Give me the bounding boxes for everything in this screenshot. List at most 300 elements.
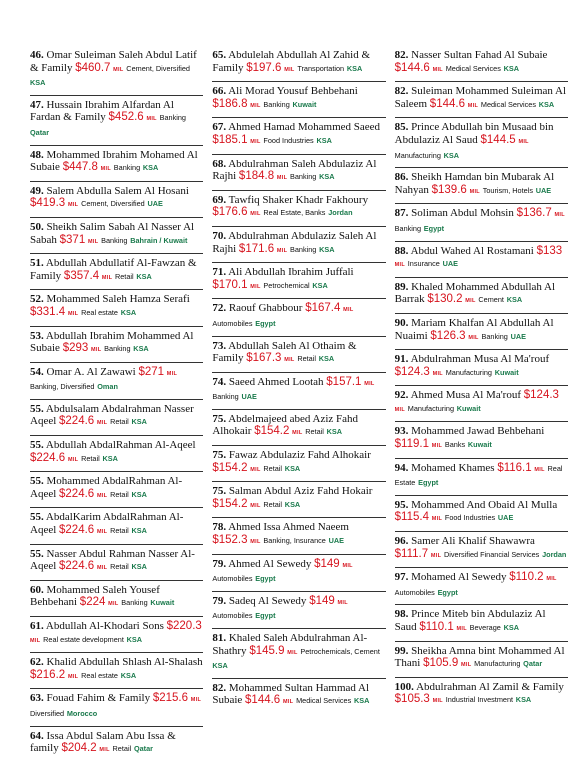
list-item bbox=[395, 605, 568, 641]
entry-rank: 86. bbox=[394, 171, 409, 184]
entry-unit: MIL bbox=[67, 456, 79, 463]
entry-unit: MIL bbox=[554, 212, 565, 219]
entry-sector: Real estate development bbox=[43, 634, 124, 644]
entry-sector: Diversified Financial Services bbox=[444, 549, 540, 559]
entry-amount: $215.6 bbox=[152, 692, 189, 705]
entry-amount: $186.8 bbox=[212, 97, 248, 110]
entry-sector: Retail bbox=[305, 427, 324, 437]
entry-name: Ahmed Issa Ahmed Naeem bbox=[228, 521, 349, 534]
entry-name: Mariam Khalfan Al Abdullah Al Nuaimi bbox=[394, 316, 554, 342]
entry-country: Kuwait bbox=[494, 367, 519, 377]
entry-name: Fawaz Abdulaziz Fahd Alhokair bbox=[228, 449, 371, 462]
entry-sector: Manufacturing bbox=[394, 150, 441, 160]
entry-country: UAE bbox=[510, 331, 526, 341]
entry-unit: MIL bbox=[456, 626, 467, 632]
entry-country: Egypt bbox=[437, 587, 458, 597]
entry-amount: $144.5 bbox=[480, 133, 516, 146]
entry-country: KSA bbox=[102, 453, 118, 463]
entry-unit: MIL bbox=[276, 175, 288, 182]
list-item bbox=[30, 254, 203, 290]
entry-amount: $111.7 bbox=[394, 547, 429, 560]
entry-sector: Banking bbox=[113, 163, 141, 173]
list-item bbox=[395, 168, 568, 204]
entry-country: Kuwait bbox=[292, 99, 317, 109]
list-item bbox=[395, 496, 568, 532]
entry-name: Prince Miteb bin Abdulaziz Al Saud bbox=[394, 608, 546, 633]
list-item bbox=[30, 472, 203, 508]
entry-rank: 48. bbox=[30, 148, 44, 161]
entry-name: Salem Abdulla Salem Al Hosani bbox=[46, 184, 189, 197]
entry-rank: 74. bbox=[212, 375, 227, 388]
list-item bbox=[30, 96, 203, 146]
list-item bbox=[30, 727, 203, 762]
entry-rank: 47. bbox=[30, 98, 44, 111]
entry-sector: Diversified bbox=[30, 708, 65, 718]
entry-country: Kuwait bbox=[150, 598, 175, 608]
entry-name: Mohamed Khames bbox=[411, 461, 495, 474]
entry-unit: MIL bbox=[546, 576, 557, 583]
entry-name: Hussain Ibrahim Alfardan Al Fardan & Family bbox=[30, 98, 174, 124]
entry-sector: Manufacturing bbox=[445, 367, 492, 377]
entry-country: KSA bbox=[326, 427, 343, 437]
entry-amount: $144.6 bbox=[245, 694, 281, 707]
entry-rank: 63. bbox=[30, 692, 44, 705]
entry-rank: 69. bbox=[212, 193, 227, 206]
entry-sector: Real Estate, Banks bbox=[263, 208, 326, 218]
entry-name: Ahmed Al Sewedy bbox=[228, 557, 312, 570]
entry-amount: $447.8 bbox=[62, 161, 98, 174]
entry-amount: $184.8 bbox=[238, 170, 275, 183]
entry-rank: 96. bbox=[394, 535, 409, 548]
entry-rank: 72. bbox=[212, 302, 227, 315]
entry-sector: Medical Services bbox=[296, 696, 352, 706]
entry-amount: $110.2 bbox=[509, 571, 544, 584]
entry-name: Salman Abdul Aziz Fahd Hokair bbox=[228, 485, 373, 498]
entry-name: Abdullah Saleh Al Othaim & Family bbox=[212, 339, 357, 365]
entry-name: Abdulrahman Abdulaziz Saleh Al Rajhi bbox=[212, 229, 377, 255]
list-item bbox=[30, 617, 203, 653]
list-item bbox=[212, 410, 385, 446]
list-item bbox=[395, 386, 568, 422]
entry-sector: Banking bbox=[159, 113, 186, 123]
entry-amount: $419.3 bbox=[30, 197, 66, 210]
entry-rank: 78. bbox=[212, 521, 227, 534]
entry-rank: 88. bbox=[394, 244, 409, 257]
entry-rank: 60. bbox=[30, 583, 44, 596]
entry-rank: 92. bbox=[394, 389, 409, 402]
entry-name: Sheikha Amna bint Mohammed Al Thani bbox=[394, 644, 565, 670]
entry-name: Nasser Sultan Fahad Al Subaie bbox=[411, 49, 548, 61]
entry-name: Mohammed Saleh Hamza Serafi bbox=[46, 293, 190, 306]
entry-name: Suleiman Mohammed Suleiman Al Saleem bbox=[394, 85, 567, 110]
entry-unit: MIL bbox=[468, 334, 479, 341]
list-item bbox=[212, 227, 385, 263]
entry-amount: $357.4 bbox=[63, 269, 100, 282]
entry-amount: $452.6 bbox=[108, 111, 144, 124]
entry-unit: MIL bbox=[292, 430, 303, 437]
list-item bbox=[212, 155, 385, 191]
entry-name: Abdullah Ibrahim Mohammed Al Subaie bbox=[30, 329, 194, 355]
list-item bbox=[30, 182, 203, 218]
entry-amount: $105.3 bbox=[394, 693, 430, 706]
entry-country: UAE bbox=[497, 513, 514, 523]
entry-rank: 61. bbox=[30, 620, 44, 632]
entry-sector: Petrochemical bbox=[263, 280, 310, 290]
entry-country: Morocco bbox=[66, 708, 98, 718]
entry-amount: $460.7 bbox=[75, 61, 111, 74]
list-item bbox=[395, 678, 568, 713]
entry-unit: MIL bbox=[469, 188, 480, 195]
entry-country: KSA bbox=[354, 696, 370, 706]
entry-rank: 90. bbox=[394, 316, 409, 329]
entry-unit: MIL bbox=[250, 211, 261, 218]
list-item bbox=[212, 118, 385, 154]
entry-unit: MIL bbox=[146, 116, 157, 123]
entry-country: KSA bbox=[284, 463, 301, 473]
list-item bbox=[212, 482, 385, 518]
entry-country: Jordan bbox=[542, 549, 567, 559]
entry-name: Abdullah Abdullatif Al-Fawzan & Family bbox=[30, 257, 197, 282]
entry-amount: $110.1 bbox=[419, 621, 454, 633]
entry-unit: MIL bbox=[96, 565, 108, 572]
entry-name: Ahmed Musa Al Ma'rouf bbox=[410, 389, 522, 402]
entry-country: KSA bbox=[319, 244, 335, 254]
entry-unit: MIL bbox=[284, 66, 295, 73]
entry-country: UAE bbox=[442, 259, 458, 269]
entry-country: Egypt bbox=[423, 223, 445, 233]
column-3 bbox=[395, 46, 568, 770]
entry-name: Abdulrahman Musa Al Ma'rouf bbox=[410, 353, 550, 366]
entry-amount: $133 bbox=[536, 244, 563, 257]
entry-unit: MIL bbox=[67, 673, 79, 680]
entry-rank: 67. bbox=[212, 121, 227, 134]
entry-rank: 65. bbox=[212, 49, 227, 61]
entry-country: UAE bbox=[535, 185, 552, 195]
entry-rank: 71. bbox=[212, 266, 227, 279]
entry-country: KSA bbox=[131, 526, 147, 536]
entry-unit: MIL bbox=[287, 649, 298, 656]
entry-name: Mohammed Jawad Behbehani bbox=[411, 425, 545, 438]
entry-unit: MIL bbox=[113, 66, 124, 73]
entry-unit: MIL bbox=[394, 406, 406, 413]
entry-name: Abdulrahman Saleh Abdulaziz Al Rajhi bbox=[212, 157, 377, 183]
entry-sector: Food Industries bbox=[444, 513, 496, 523]
entry-sector: Cement, Diversified bbox=[126, 63, 190, 73]
entry-amount: $154.2 bbox=[254, 425, 290, 438]
entry-amount: $224.6 bbox=[59, 487, 95, 500]
entry-amount: $130.2 bbox=[427, 293, 463, 306]
entry-name: Abdulelah Abdullah Al Zahid & Family bbox=[212, 49, 370, 74]
entry-amount: $139.6 bbox=[431, 183, 467, 196]
list-item bbox=[212, 373, 385, 410]
list-item bbox=[212, 263, 385, 299]
entry-sector: Real Estate bbox=[394, 463, 563, 488]
entry-unit: MIL bbox=[518, 138, 529, 145]
entry-country: Kuwait bbox=[456, 403, 481, 413]
entry-unit: MIL bbox=[96, 420, 108, 427]
entry-sector: Automobiles bbox=[394, 587, 435, 597]
entry-rank: 81. bbox=[212, 632, 227, 644]
entry-name: Ali Morad Yousuf Behbehani bbox=[228, 85, 358, 98]
list-item bbox=[30, 653, 203, 689]
entry-unit: MIL bbox=[67, 202, 79, 209]
entry-name: Mohammed Saleh Yousef Behbehani bbox=[30, 583, 160, 609]
entry-amount: $144.6 bbox=[429, 97, 465, 110]
entry-rank: 79. bbox=[212, 594, 227, 607]
entry-sector: Food Industries bbox=[263, 135, 314, 145]
entry-name: Mohammed Ibrahim Mohamed Al Subaie bbox=[30, 148, 198, 174]
entry-name: Abdelmajeed abed Aziz Fahd Alhokair bbox=[212, 412, 359, 438]
entry-sector: Insurance bbox=[407, 259, 440, 269]
list-item bbox=[395, 314, 568, 350]
entry-country: KSA bbox=[316, 135, 332, 145]
entry-rank: 91. bbox=[394, 353, 409, 366]
entry-name: Soliman Abdul Mohsin bbox=[411, 207, 514, 220]
entry-name: Khalid Abdullah Shlash Al-Shalash bbox=[46, 656, 203, 669]
list-item bbox=[212, 679, 385, 714]
entry-rank: 89. bbox=[394, 280, 409, 293]
entry-sector: Retail bbox=[110, 562, 129, 572]
entry-country: KSA bbox=[120, 307, 137, 317]
entry-amount: $331.4 bbox=[30, 305, 66, 318]
entry-country: Bahrain / Kuwait bbox=[130, 235, 188, 245]
entry-country: Egypt bbox=[255, 611, 276, 621]
entry-unit: MIL bbox=[96, 492, 108, 499]
entry-sector: Retail bbox=[110, 489, 129, 499]
list-item bbox=[212, 555, 385, 592]
entry-rank: 52. bbox=[30, 293, 44, 306]
list-item bbox=[212, 518, 385, 554]
entry-country: Egypt bbox=[255, 574, 276, 584]
entry-unit: MIL bbox=[461, 662, 472, 669]
entry-amount: $167.4 bbox=[305, 302, 341, 315]
entry-name: Abdullah AbdalRahman Al-Aqeel bbox=[45, 439, 196, 452]
entry-sector: Banking bbox=[289, 172, 317, 182]
entry-sector: Manufacturing bbox=[407, 403, 455, 413]
entry-country: UAE bbox=[328, 536, 345, 546]
entry-rank: 73. bbox=[212, 339, 227, 352]
entry-sector: Retail bbox=[114, 271, 134, 281]
list-item bbox=[212, 629, 385, 679]
entry-country: KSA bbox=[319, 172, 335, 182]
entry-sector: Banking bbox=[394, 223, 422, 233]
entry-unit: MIL bbox=[250, 466, 261, 473]
entry-rank: 82. bbox=[212, 681, 227, 694]
entry-sector: Banking bbox=[289, 244, 317, 254]
entry-rank: 75. bbox=[212, 485, 227, 498]
entry-country: KSA bbox=[30, 78, 46, 88]
entry-sector: Industrial Investment bbox=[445, 695, 514, 705]
entry-sector: Medical Services bbox=[480, 99, 537, 109]
entry-sector: Medical Services bbox=[445, 63, 501, 73]
entry-sector: Automobiles bbox=[212, 318, 253, 328]
list-item bbox=[395, 46, 568, 82]
entry-name: Abdulrahman Al Zamil & Family bbox=[416, 680, 564, 693]
entry-sector: Banking bbox=[212, 392, 239, 402]
entry-sector: Banking bbox=[263, 99, 290, 109]
entry-sector: Petrochemicals, Cement bbox=[300, 646, 380, 656]
list-item bbox=[30, 290, 203, 326]
entry-unit: MIL bbox=[431, 443, 443, 450]
entry-amount: $197.6 bbox=[246, 61, 282, 74]
entry-amount: $149 bbox=[314, 557, 340, 570]
list-item bbox=[395, 242, 568, 278]
entry-unit: MIL bbox=[87, 238, 99, 245]
list-item bbox=[395, 642, 568, 678]
list-item bbox=[395, 82, 568, 118]
entry-amount: $116.1 bbox=[497, 461, 532, 474]
list-item bbox=[212, 592, 385, 629]
entry-country: KSA bbox=[506, 295, 523, 305]
entry-country: KSA bbox=[346, 63, 363, 73]
entry-unit: MIL bbox=[467, 102, 479, 109]
entry-rank: 93. bbox=[394, 425, 409, 438]
entry-name: Nasser Abdul Rahman Nasser Al-Aqeel bbox=[30, 547, 195, 573]
entry-sector: Banks bbox=[444, 440, 466, 450]
entry-sector: Retail bbox=[81, 453, 100, 463]
entry-name: Mohammed Sultan Hammad Al Subaie bbox=[212, 681, 370, 707]
entry-unit: MIL bbox=[465, 298, 476, 305]
list-item bbox=[30, 400, 203, 436]
list-item bbox=[395, 350, 568, 386]
entry-country: KSA bbox=[503, 63, 520, 73]
entry-sector: Banking bbox=[104, 344, 131, 354]
entry-country: KSA bbox=[515, 695, 532, 705]
list-item bbox=[30, 581, 203, 617]
entry-sector: Retail bbox=[263, 463, 283, 473]
entry-rank: 97. bbox=[394, 571, 409, 584]
entry-rank: 75. bbox=[212, 412, 227, 425]
entry-unit: MIL bbox=[343, 307, 354, 314]
entry-rank: 82. bbox=[394, 49, 409, 61]
entry-sector: Banking bbox=[481, 331, 508, 341]
entry-sector: Retail bbox=[110, 526, 129, 536]
entry-unit: MIL bbox=[30, 637, 41, 644]
column-1 bbox=[30, 46, 203, 770]
entry-rank: 75. bbox=[212, 449, 227, 462]
entry-amount: $154.2 bbox=[212, 497, 248, 510]
entry-sector: Retail bbox=[110, 417, 129, 427]
entry-amount: $224 bbox=[79, 596, 106, 609]
entry-amount: $171.6 bbox=[238, 242, 275, 255]
entry-unit: MIL bbox=[250, 102, 261, 109]
entry-country: UAE bbox=[147, 199, 163, 209]
entry-name: Issa Abdul Salam Abu Issa & family bbox=[30, 729, 176, 755]
entry-name: Fouad Fahim & Family bbox=[46, 692, 151, 705]
entry-unit: MIL bbox=[250, 502, 261, 509]
entry-amount: $149 bbox=[309, 594, 335, 607]
entry-unit: MIL bbox=[337, 599, 348, 606]
entry-amount: $145.9 bbox=[249, 644, 285, 657]
entry-rank: 49. bbox=[30, 184, 44, 197]
entry-name: Raouf Ghabbour bbox=[228, 302, 303, 315]
entry-rank: 99. bbox=[394, 644, 409, 657]
entry-sector: Transportation bbox=[297, 63, 345, 73]
entry-amount: $124.3 bbox=[394, 365, 430, 378]
entry-country: KSA bbox=[212, 661, 228, 671]
entry-amount: $115.4 bbox=[394, 511, 429, 524]
entry-amount: $119.1 bbox=[394, 438, 429, 451]
entry-rank: 70. bbox=[212, 229, 227, 242]
entry-sector: Beverage bbox=[469, 623, 501, 632]
entry-country: Oman bbox=[97, 382, 118, 392]
entry-amount: $170.1 bbox=[212, 278, 248, 291]
entry-amount: $271 bbox=[138, 365, 165, 378]
list-item bbox=[212, 46, 385, 82]
entry-name: Samer Ali Khalif Shawawra bbox=[411, 535, 535, 548]
entry-amount: $204.2 bbox=[61, 742, 97, 755]
entry-rank: 55. bbox=[30, 475, 44, 488]
entry-unit: MIL bbox=[432, 66, 443, 73]
entry-rank: 85. bbox=[394, 121, 409, 134]
entry-unit: MIL bbox=[67, 310, 79, 317]
entry-unit: MIL bbox=[282, 699, 294, 706]
entry-country: KSA bbox=[443, 150, 460, 160]
entry-country: Qatar bbox=[30, 127, 50, 137]
list-item bbox=[212, 446, 385, 482]
entry-name: Omar A. Al Zawawi bbox=[46, 365, 136, 378]
entry-unit: MIL bbox=[394, 262, 406, 269]
entry-name: Sheikh Hamdan bin Mubarak Al Nahyan bbox=[394, 171, 555, 196]
entry-amount: $144.6 bbox=[394, 61, 430, 74]
list-item bbox=[30, 363, 203, 400]
entry-amount: $157.1 bbox=[326, 375, 362, 388]
entry-sector: Cement bbox=[478, 295, 504, 305]
entry-name: Tawfiq Shaker Khadr Fakhoury bbox=[228, 193, 369, 206]
entry-name: Abdulsalam Abdalrahman Nasser Aqeel bbox=[30, 402, 194, 428]
entry-name: Abdul Wahed Al Rostamani bbox=[410, 244, 534, 257]
list-item bbox=[395, 532, 568, 568]
entry-name: Ahmed Hamad Mohammed Saeed bbox=[228, 121, 381, 134]
entry-rank: 55. bbox=[30, 511, 44, 524]
entry-country: Qatar bbox=[523, 659, 543, 669]
entry-unit: MIL bbox=[99, 747, 110, 754]
list-item bbox=[395, 118, 568, 168]
entry-rank: 94. bbox=[394, 461, 409, 474]
entry-unit: MIL bbox=[108, 601, 119, 608]
entry-unit: MIL bbox=[534, 466, 545, 473]
entry-sector: Retail bbox=[297, 354, 316, 364]
entry-amount: $224.6 bbox=[59, 524, 95, 537]
entry-sector: Banking bbox=[121, 598, 148, 608]
list-item bbox=[30, 545, 203, 581]
entry-country: Kuwait bbox=[467, 440, 492, 450]
entry-rank: 82. bbox=[394, 85, 409, 98]
list-item bbox=[30, 146, 203, 182]
entry-country: Jordan bbox=[328, 208, 353, 218]
entry-country: KSA bbox=[136, 271, 152, 281]
entry-amount: $126.3 bbox=[430, 329, 466, 342]
entry-amount: $293 bbox=[62, 342, 89, 355]
entry-name: Mohammed And Obaid Al Mulla bbox=[411, 498, 558, 511]
entry-rank: 64. bbox=[30, 729, 44, 742]
entry-country: KSA bbox=[131, 489, 147, 499]
entry-rank: 46. bbox=[30, 49, 44, 61]
entry-country: Egypt bbox=[418, 478, 439, 488]
list-item bbox=[395, 204, 568, 241]
entry-unit: MIL bbox=[432, 698, 443, 705]
entry-name: AbdalKarim AbdalRahman Al-Aqeel bbox=[30, 511, 184, 537]
entry-country: KSA bbox=[503, 623, 520, 632]
list-item bbox=[395, 278, 568, 314]
entry-name: Mohamed Al Sewedy bbox=[411, 571, 507, 584]
entry-rank: 98. bbox=[394, 608, 409, 621]
entry-unit: MIL bbox=[284, 357, 295, 364]
entry-amount: $224.6 bbox=[59, 560, 95, 573]
entry-sector: Banking, Diversified bbox=[30, 382, 95, 392]
entry-country: KSA bbox=[131, 417, 147, 427]
list-item bbox=[30, 689, 203, 726]
